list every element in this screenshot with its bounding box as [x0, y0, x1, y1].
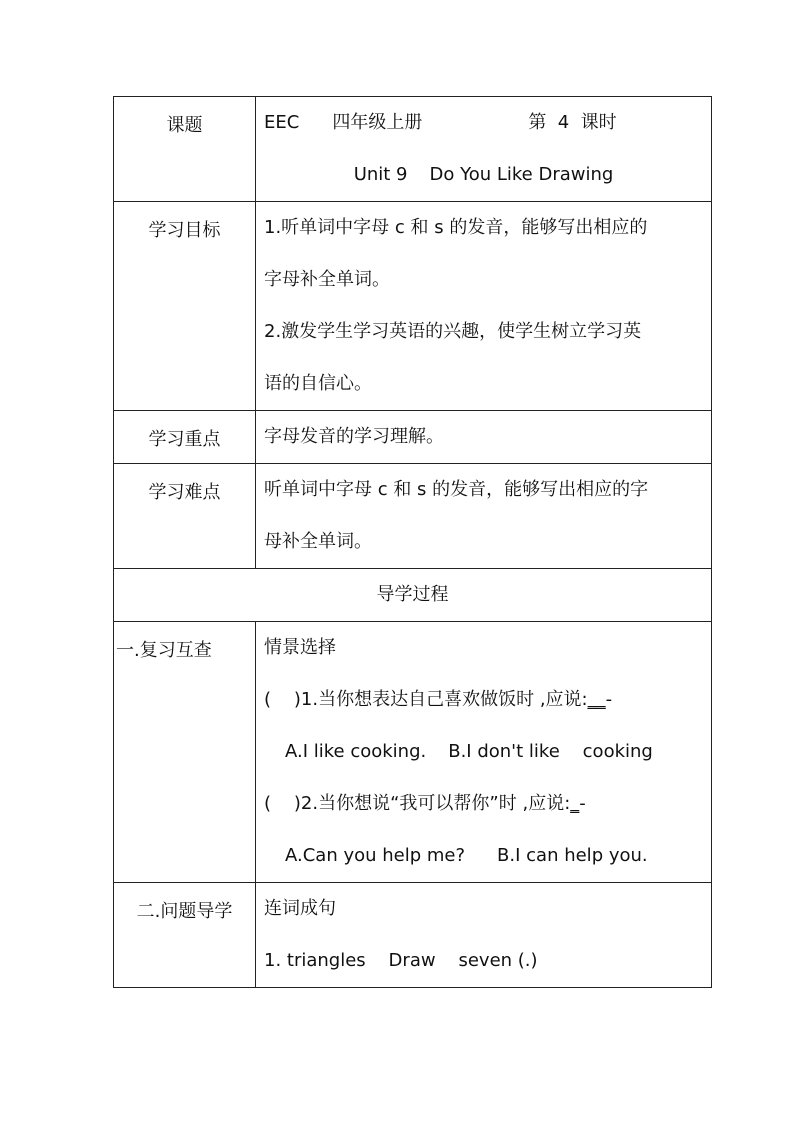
guided-title: 连词成句: [264, 898, 336, 919]
objectives-label: 学习目标: [114, 202, 256, 411]
difficulties-content: [256, 464, 712, 569]
answer-blank: __: [587, 689, 606, 710]
option-a: A.I like cooking.: [285, 741, 427, 762]
difficulties-row: [114, 464, 712, 569]
unit-title: Do You Like Drawing: [429, 164, 614, 185]
key-points-row: [114, 411, 712, 464]
review-title: 情景选择: [264, 637, 336, 658]
topic-row: [114, 97, 712, 202]
topic-line-2: [256, 149, 711, 201]
objectives-line: 2.激发学生学习英语的兴趣，使学生树立学习英: [264, 321, 642, 342]
grade-text: 四年级上册: [332, 112, 423, 133]
topic-content: [256, 97, 712, 202]
review-content: [256, 622, 712, 883]
difficulties-label: 学习难点: [114, 464, 256, 569]
question-1-text: ( )1.当你想表达自己喜欢做饭时 ,应说:: [264, 689, 588, 710]
objectives-line: 1.听单词中字母 c 和 s 的发音，能够写出相应的: [264, 217, 648, 238]
topic-line-1: [256, 97, 711, 149]
guided-item: 1. triangles Draw seven (.): [264, 950, 538, 971]
objectives-line: 字母补全单词。: [264, 269, 390, 290]
review-row: [114, 622, 712, 883]
lesson-text: 第 4 课时: [528, 112, 617, 133]
review-label: 一.复习互查: [114, 622, 256, 883]
key-points-content: [256, 411, 712, 464]
publisher-text: EEC: [264, 112, 300, 133]
question-2-options: [256, 830, 711, 882]
guided-row: [114, 883, 712, 988]
option-a: A.Can you help me?: [285, 845, 466, 866]
objectives-line: 语的自信心。: [264, 373, 372, 394]
process-header-text: 导学过程: [376, 584, 449, 605]
answer-blank: _: [570, 793, 580, 814]
option-b: B.I don't like cooking: [448, 741, 653, 762]
difficulties-line: 母补全单词。: [264, 531, 372, 552]
difficulties-line: 听单词中字母 c 和 s 的发音，能够写出相应的字: [264, 479, 649, 500]
objectives-row: [114, 202, 712, 411]
key-points-label: 学习重点: [114, 411, 256, 464]
key-points-line: 字母发音的学习理解。: [264, 426, 444, 447]
process-header: [114, 569, 712, 622]
question-1: [256, 674, 711, 726]
unit-number: Unit 9: [353, 164, 408, 185]
question-2-text: ( )2.当你想说“我可以帮你”时 ,应说:: [264, 793, 571, 814]
option-b: B.I can help you.: [497, 845, 648, 866]
question-1-suffix: -: [605, 689, 613, 710]
question-2-suffix: -: [579, 793, 586, 814]
topic-label: 课题: [114, 97, 256, 202]
guided-label: 二.问题导学: [114, 883, 256, 988]
question-2: [256, 778, 711, 830]
question-1-options: [256, 726, 711, 778]
process-header-row: [114, 569, 712, 622]
lesson-plan-table: [113, 96, 712, 988]
objectives-content: [256, 202, 712, 411]
guided-content: [256, 883, 712, 988]
